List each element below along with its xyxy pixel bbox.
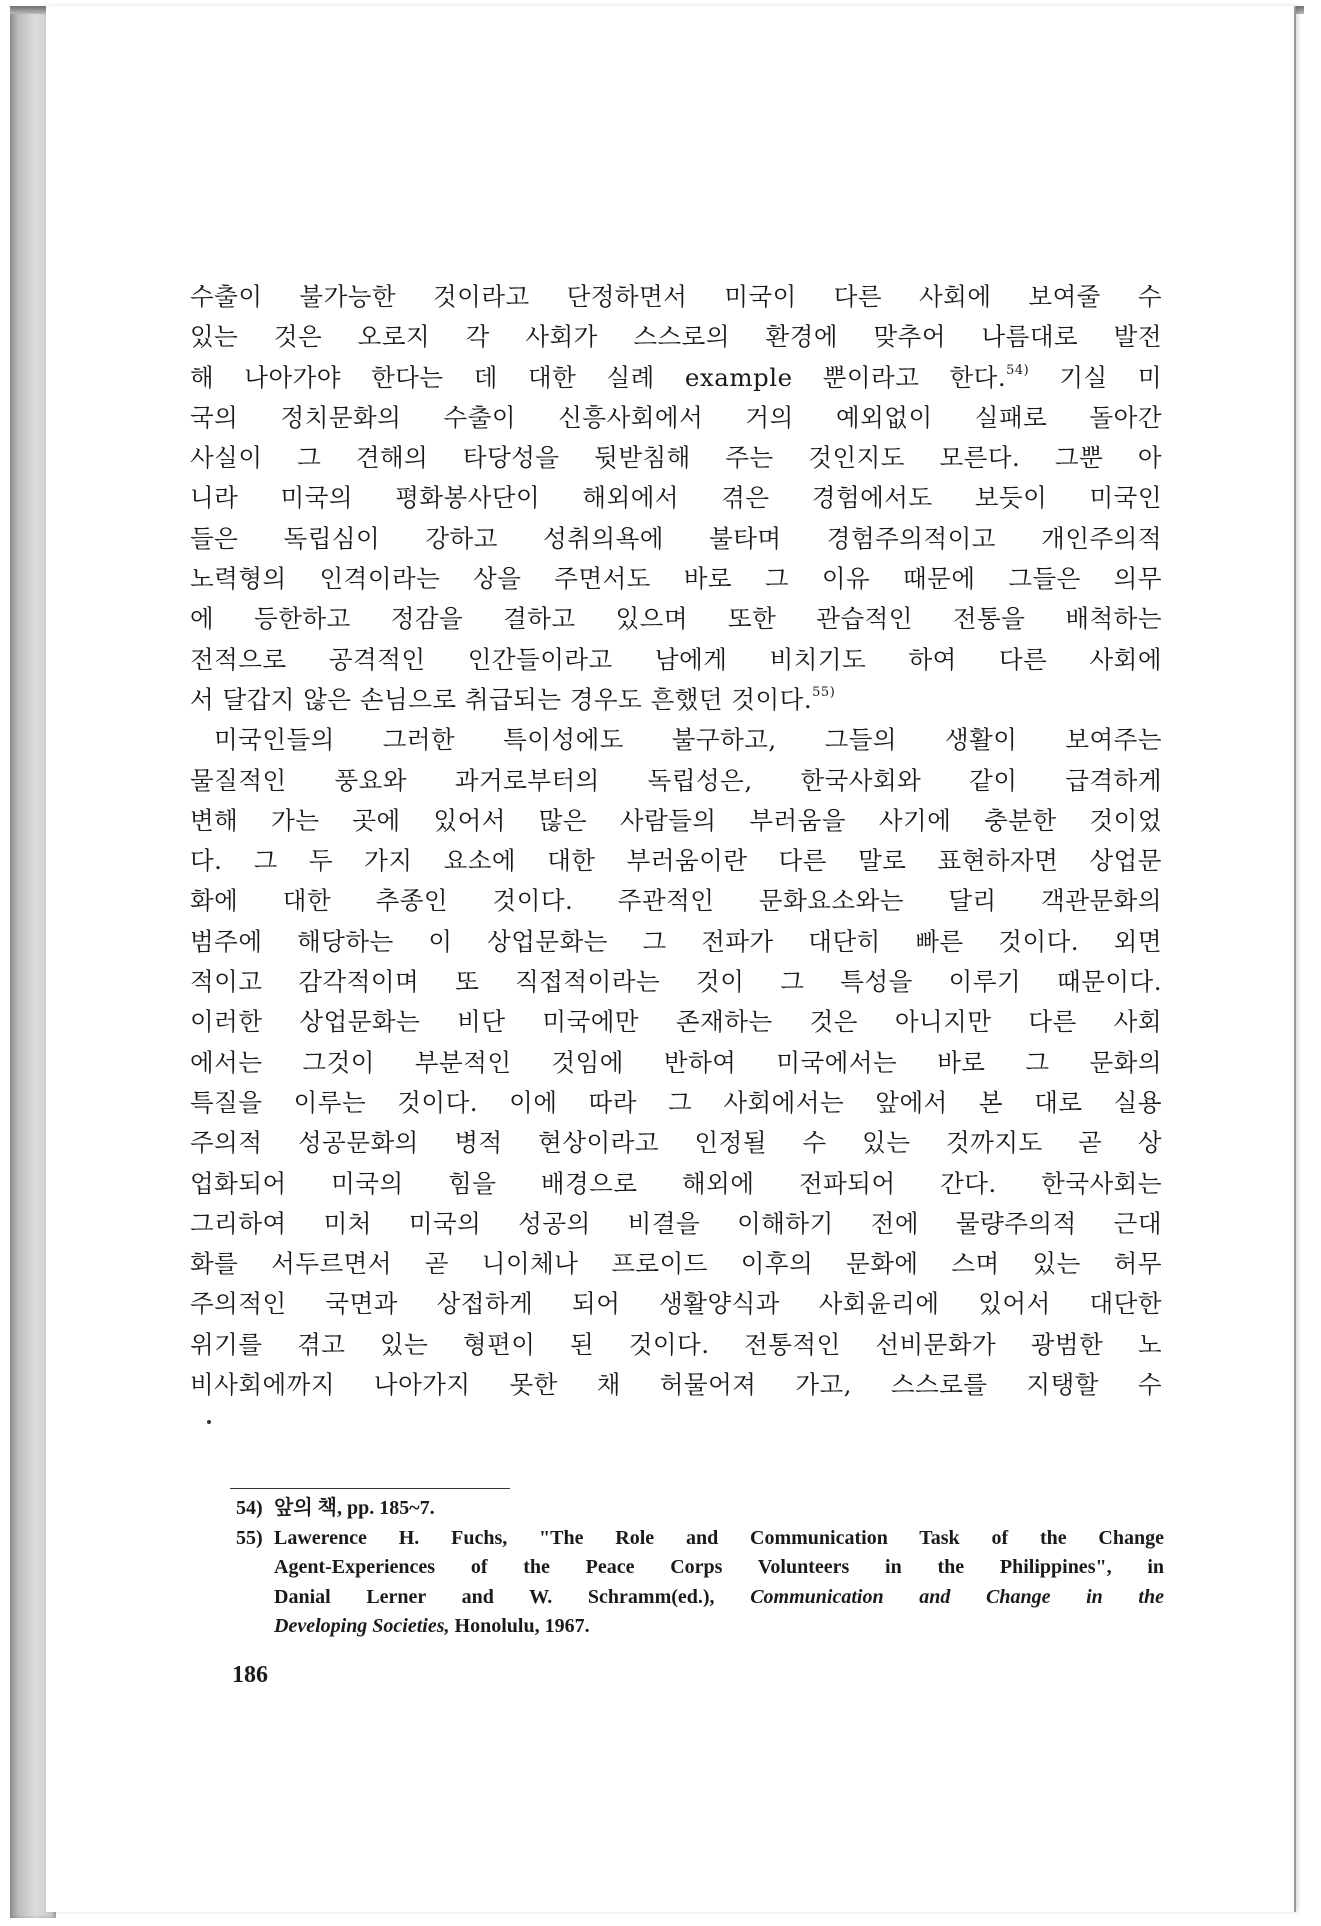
text-line: 들은 독립심이 강하고 성취의욕에 불타며 경험주의적이고 개인주의적 — [190, 523, 1162, 553]
text-line: 특질을 이루는 것이다. 이에 따라 그 사회에서는 앞에서 본 대로 실용 — [190, 1087, 1162, 1117]
footnote-text: Agent-Experiences of the Peace Corps Volunteers in the Philippines", in — [274, 1556, 1164, 1578]
footnote-text: 앞의 책, pp. 185~7. — [274, 1497, 435, 1519]
text-line: 위기를 겪고 있는 형편이 된 것이다. 전통적인 선비문화가 광범한 노 — [190, 1329, 1162, 1359]
text-line: 다. 그 두 가지 요소에 대한 부러움이란 다른 말로 표현하자면 상업문 — [190, 846, 1162, 876]
text-line: 화를 서두르면서 곧 니이체나 프로이드 이후의 문화에 스며 있는 허무 — [190, 1249, 1162, 1279]
footnote-ref-54: 54) — [1006, 362, 1030, 378]
text-line — [190, 680, 1162, 720]
footnote-title: Developing Societies, — [274, 1615, 450, 1637]
text-line: 화에 대한 추종인 것이다. 주관적인 문화요소와는 달리 객관문화의 — [190, 886, 1162, 916]
text-span: 기실 미 — [1059, 362, 1162, 392]
text-line: 변해 가는 곳에 있어서 많은 사람들의 부러움을 사기에 충분한 것이었 — [190, 805, 1162, 835]
footnote-ref-55: 55) — [812, 684, 836, 700]
text-span: 서 달갑지 않은 손님으로 취급되는 경우도 흔했던 것이다. — [190, 684, 813, 714]
text-line: 수출이 불가능한 것이라고 단정하면서 미국이 다른 사회에 보여줄 수 — [190, 282, 1162, 311]
footnote-rule — [230, 1488, 510, 1489]
text-line: 전적으로 공격적인 인간들이라고 남에게 비치기도 하여 다른 사회에 — [190, 644, 1162, 674]
text-line: 노력형의 인격이라는 상을 주면서도 바로 그 이유 때문에 그들은 의무 — [190, 564, 1162, 594]
text-line: 비사회에까지 나아가지 못한 채 허물어져 가고, 스스로를 지탱할 수 — [190, 1370, 1162, 1400]
footnotes — [236, 1494, 1164, 1642]
text-span: 해 나아가야 한다는 데 대한 실례 example 뿐이라고 한다. — [190, 362, 1007, 392]
text-line: 에서는 그것이 부분적인 것임에 반하여 미국에서는 바로 그 문화의 — [190, 1047, 1162, 1077]
text-line: 니라 미국의 평화봉사단이 해외에서 겪은 경험에서도 보듯이 미국인 — [190, 483, 1162, 513]
footnote-number: 55) — [236, 1526, 263, 1549]
stray-mark — [207, 1420, 211, 1424]
text-line: 이러한 상업문화는 비단 미국에만 존재하는 것은 아니지만 다른 사회 — [190, 1007, 1162, 1037]
text-line: 국의 정치문화의 수출이 신흥사회에서 거의 예외없이 실패로 돌아간 — [190, 402, 1162, 432]
body-text — [190, 277, 1162, 1405]
footnote-55-cont — [236, 1612, 1164, 1642]
footnote-54 — [236, 1494, 1164, 1524]
text-line: 사실이 그 견해의 타당성을 뒷받침해 주는 것인지도 모른다. 그뿐 아 — [190, 443, 1162, 473]
footnote-text: Lawerence H. Fuchs, "The Role and Communication Task of the Change — [274, 1526, 1164, 1549]
footnote-text: Honolulu, 1967. — [454, 1615, 590, 1637]
text-line: 그리하여 미처 미국의 성공의 비결을 이해하기 전에 물량주의적 근대 — [190, 1208, 1162, 1238]
text-line: 물질적인 풍요와 과거로부터의 독립성은, 한국사회와 같이 급격하게 — [190, 765, 1162, 795]
footnote-55-cont — [236, 1583, 1164, 1613]
text-line: 에 등한하고 정감을 결하고 있으며 또한 관습적인 전통을 배척하는 — [190, 604, 1162, 634]
text-line: 적이고 감각적이며 또 직접적이라는 것이 그 특성을 이루기 때문이다. — [190, 967, 1162, 997]
text-line: 미국인들의 그러한 특이성에도 불구하고, 그들의 생활이 보여주는 — [214, 725, 1162, 755]
page-number: 186 — [232, 1662, 268, 1688]
text-line: 주의적인 국면과 상접하게 되어 생활양식과 사회윤리에 있어서 대단한 — [190, 1289, 1162, 1319]
footnote-number: 54) — [236, 1497, 263, 1519]
footnote-text: Danial Lerner and W. Schramm(ed.), — [274, 1585, 715, 1608]
text-line: 주의적 성공문화의 병적 현상이라고 인정될 수 있는 것까지도 곧 상 — [190, 1128, 1162, 1158]
text-line: 범주에 해당하는 이 상업문화는 그 전파가 대단히 빠른 것이다. 외면 — [190, 926, 1162, 956]
footnote-55 — [236, 1524, 1164, 1554]
footnote-55-cont — [236, 1553, 1164, 1583]
text-line — [190, 358, 1162, 398]
text-line: 업화되어 미국의 힘을 배경으로 해외에 전파되어 간다. 한국사회는 — [190, 1168, 1162, 1198]
text-line: 있는 것은 오로지 각 사회가 스스로의 환경에 맞추어 나름대로 발전 — [190, 322, 1162, 352]
footnote-title: Communication and Change in the — [750, 1585, 1164, 1608]
